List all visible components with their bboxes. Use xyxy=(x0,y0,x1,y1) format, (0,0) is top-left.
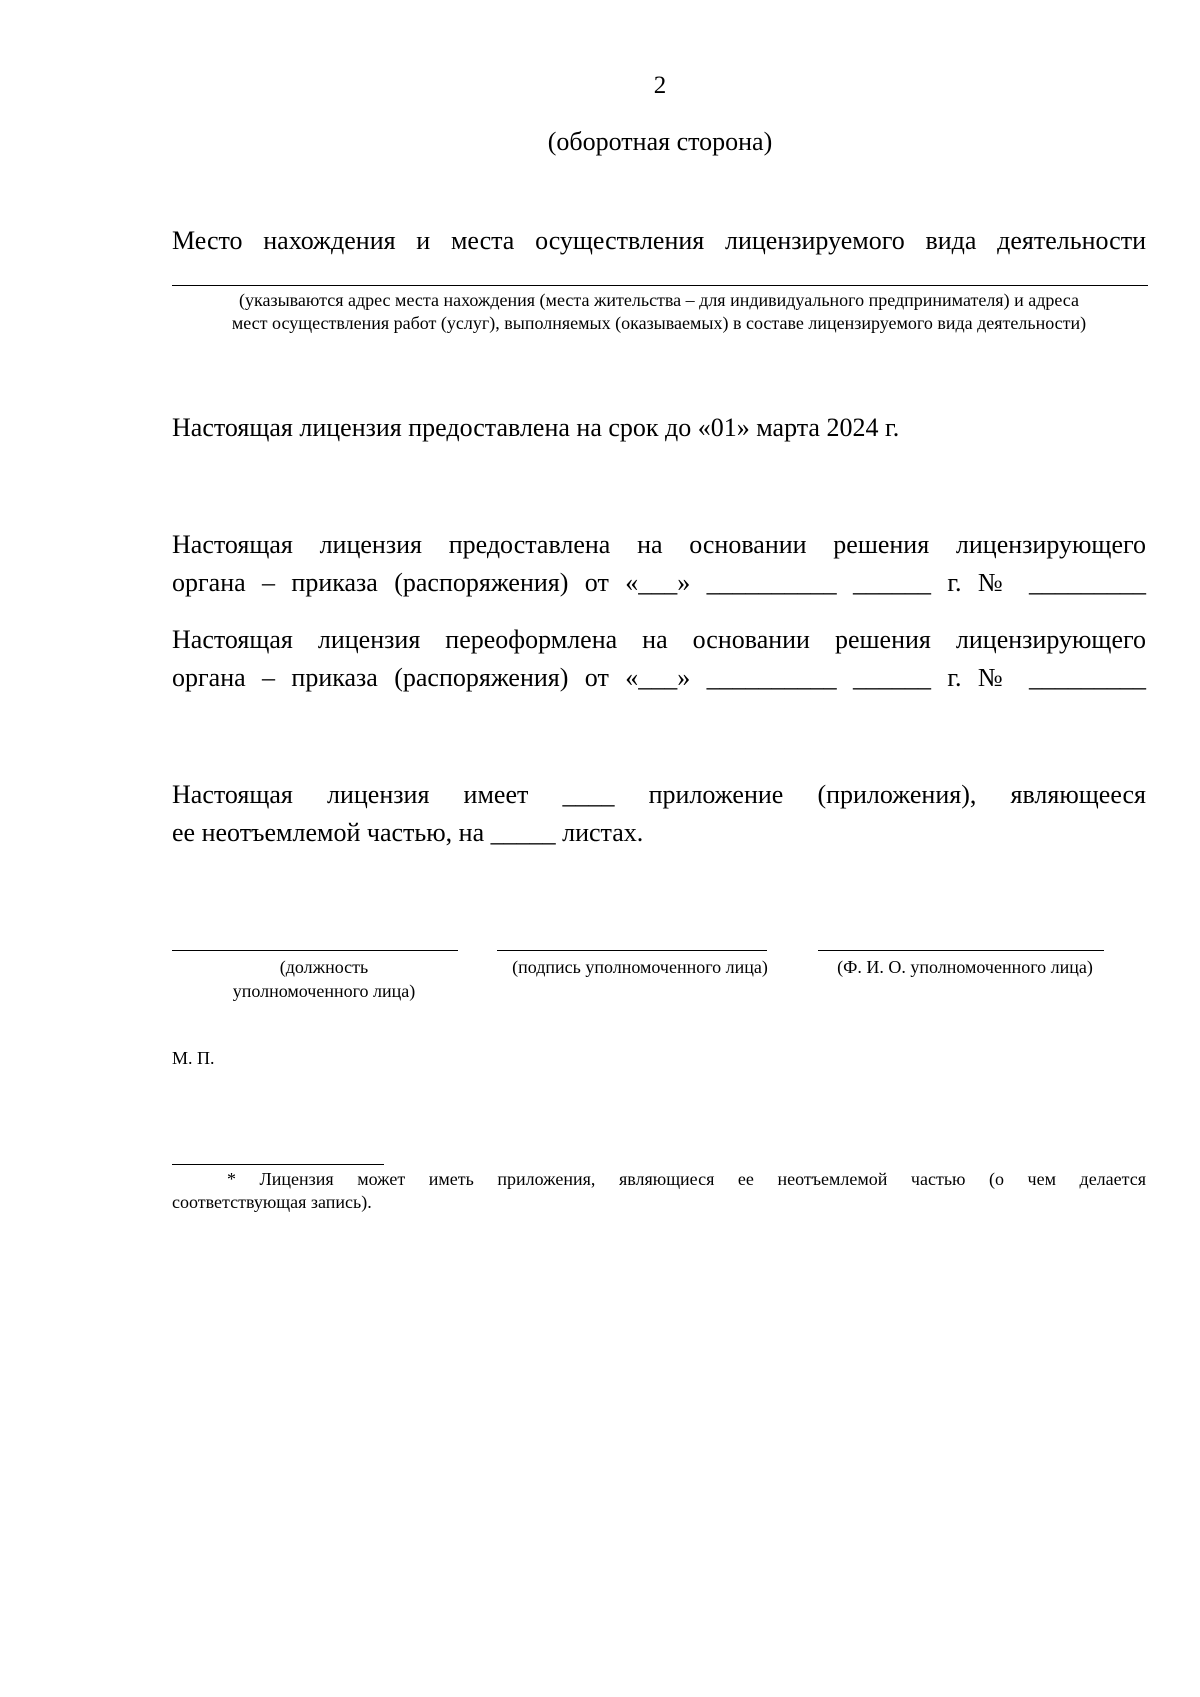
position-signature-line xyxy=(172,950,458,951)
position-label-line-1: (должность xyxy=(279,957,369,977)
reissued-line-1: Настоящая лицензия переоформлена на основании решения лицензирующего xyxy=(172,625,1146,654)
appendix-paragraph xyxy=(172,776,1146,852)
location-note-line-1: (указываются адрес места нахождения (места жительства – для индивидуального предпринимателя) и адреса xyxy=(239,290,1079,310)
signature-line xyxy=(497,950,767,951)
footnote xyxy=(172,1168,1146,1214)
footnote-line-1: * Лицензия может иметь приложения, являющиеся ее неотъемлемой частью (о чем делается xyxy=(227,1169,1146,1189)
location-note xyxy=(172,289,1146,335)
reissued-paragraph xyxy=(172,621,1146,697)
location-note-line-2: мест осуществления работ (услуг), выполняемых (оказываемых) в составе лицензируемого вида деятельности) xyxy=(231,313,1087,333)
position-label-line-2: уполномоченного лица) xyxy=(232,981,416,1001)
location-heading-text: Место нахождения и места осуществления лицензируемого вида деятельности xyxy=(172,226,1146,255)
granted-line-1: Настоящая лицензия предоставлена на основании решения лицензирующего xyxy=(172,530,1146,559)
signature-label: (подпись уполномоченного лица) xyxy=(512,957,768,977)
position-label xyxy=(172,955,476,1003)
granted-line-2: органа – приказа (распоряжения) от «___» __________ ______ г. № _________ xyxy=(172,568,1146,597)
appendix-line-2: ее неотъемлемой частью, на _____ листах. xyxy=(172,818,644,847)
page-title: (оборотная сторона) xyxy=(547,127,773,156)
footnote-separator xyxy=(172,1164,384,1165)
term-text: Настоящая лицензия предоставлена на срок до «01» марта 2024 г. xyxy=(172,413,900,442)
term-paragraph xyxy=(172,409,1146,447)
page-number: 2 xyxy=(653,72,667,99)
appendix-line-1: Настоящая лицензия имеет ____ приложение (приложения), являющееся xyxy=(172,780,1146,809)
footnote-line-2: соответствующая запись). xyxy=(172,1192,372,1212)
location-fill-line xyxy=(172,285,1148,286)
reissued-line-2: органа – приказа (распоряжения) от «___» __________ ______ г. № _________ xyxy=(172,663,1146,692)
stamp-mark: М. П. xyxy=(172,1048,215,1068)
name-label: (Ф. И. О. уполномоченного лица) xyxy=(837,957,1093,977)
name-signature-line xyxy=(818,950,1104,951)
location-heading xyxy=(172,222,1146,260)
granted-paragraph xyxy=(172,526,1146,602)
